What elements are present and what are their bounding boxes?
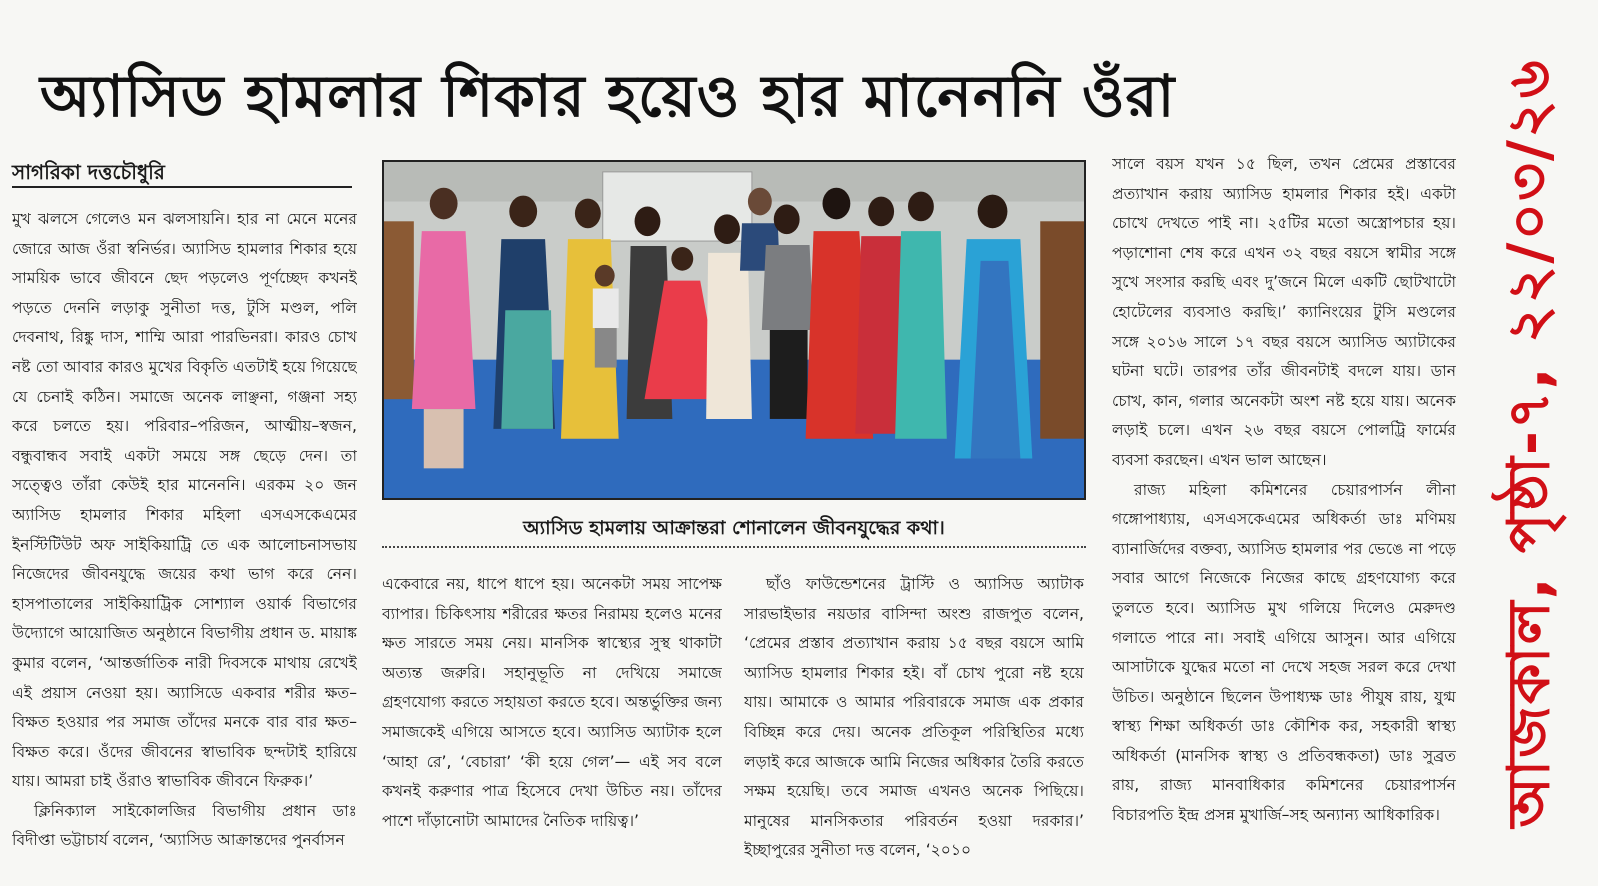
article-column-4	[1112, 150, 1456, 866]
article-column-1	[12, 205, 357, 865]
paragraph: ক্লিনিক্যাল সাইকোলজির বিভাগীয় প্রধান ডাঃ বিদীপ্তা ভট্টাচার্য বলেন, ‘অ্যাসিড আক্রান্তদের পুনর্বাসন	[12, 801, 357, 850]
headline: অ্যাসিড হামলার শিকার হয়েও হার মানেননি ওঁরা	[40, 62, 1176, 130]
paragraph: একেবারে নয়, ধাপে ধাপে হয়। অনেকটা সময় সাপেক্ষ ব্যাপার। চিকিৎসায় শরীরের ক্ষতর নিরাময় হলেও মনের ক্ষত সারতে সময় নেয়। মানসিক স্বাস্থ্যের সুস্থ থাকাটা অত্যন্ত জরুরি। সহানুভূতি না দেখিয়ে সমাজে গ্রহণযোগ্য করতে সহায়তা করতে হবে। অন্তর্ভুক্তির জন্য সমাজকেই এগিয়ে আসতে হবে। অ্যাসিড অ্যাটাক হলে ‘আহা রে’, ‘বেচারা’ ‘কী হয়ে গেল’— এই সব বলে কখনই করুণার পাত্র হিসেবে দেখা উচিত নয়। তাঁদের পাশে দাঁড়ানোটা আমাদের নৈতিক দায়িত্ব।’	[382, 575, 722, 830]
byline: সাগরিকা দত্তচৌধুরি	[12, 158, 352, 188]
event-photo	[382, 160, 1086, 500]
publication-date-label: আজকাল, পৃষ্ঠা-৭, ২২/০৩/২৬	[1494, 58, 1563, 828]
publication-stamp	[1470, 8, 1596, 878]
paragraph: সালে বয়স যখন ১৫ ছিল, তখন প্রেমের প্রস্তাবের প্রত্যাখান করায় অ্যাসিড হামলার শিকার হই। একটা চোখে দেখতে পাই না। ২৫টির মতো অস্ত্রোপচার হয়। পড়াশোনা শেষ করে এখন ৩২ বছর বয়সে স্বামীর সঙ্গে সুখে সংসার করছি এবং দু’জনে মিলে একটি ছোটখাটো হোটেলের ব্যবসাও করছি।’ ক্যানিংয়ের টুসি মণ্ডলের সঙ্গে ২০১৬ সালে ১৭ বছর বয়সে অ্যাসিড অ্যাটাকের ঘটনা ঘটে। তারপর তাঁর জীবনটাই বদলে যায়। ডান চোখ, কান, গলার অনেকটা অংশ নষ্ট হয়ে যায়। অনেক লড়াই চলে। এখন ২৬ বছর বয়সে পোলট্রি ফার্মের ব্যবসা করছেন। এখন ভাল আছেন।	[1112, 155, 1456, 469]
paragraph: রাজ্য মহিলা কমিশনের চেয়ারপার্সন লীনা গঙ্গোপাধ্যায়, এসএসকেএমের অধিকর্তা ডাঃ মণিময় ব্যানার্জিদের বক্তব্য, অ্যাসিড হামলার পর ভেঙে না পড়ে সবার আগে নিজেকে নিজের কাছে গ্রহণযোগ্য করে তুলতে হবে। অ্যাসিড মুখ গলিয়ে দিলেও মেরুদণ্ড গলাতে পারে না। সবাই এগিয়ে আসুন। আর এগিয়ে আসাটাকে যুদ্ধের মতো না দেখে সহজ সরল করে দেখা উচিত। অনুষ্ঠানে ছিলেন উপাধ্যক্ষ ডাঃ পীযুষ রায়, যুগ্ম স্বাস্থ্য শিক্ষা অধিকর্তা ডাঃ কৌশিক কর, সহকারী স্বাস্থ্য অধিকর্তা (মানসিক স্বাস্থ্য ও প্রতিবন্ধকতা) ডাঃ সুব্রত রায়, রাজ্য মানবাধিকার কমিশনের চেয়ারপার্সন বিচারপতি ইন্দ্র প্রসন্ন মুখার্জি–সহ অন্যান্য আধিকারিক।	[1112, 480, 1456, 825]
group-photo-image	[384, 162, 1084, 498]
paragraph: ছাঁও ফাউন্ডেশনের ট্রাস্টি ও অ্যাসিড অ্যাটাক সারভাইভার নয়ডার বাসিন্দা অংশু রাজপুত বলেন, ‘প্রেমের প্রস্তাব প্রত্যাখান করায় ১৫ বছর বয়সে আমি অ্যাসিড হামলার শিকার হই। বাঁ চোখ পুরো নষ্ট হয়ে যায়। আমাকে ও আমার পরিবারকে সমাজ এক প্রকার বিচ্ছিন্ন করে দেয়। অনেক প্রতিকূল পরিস্থিতির মধ্যে লড়াই করে আজকে আমি নিজের অধিকার তৈরি করতে সক্ষম হয়েছি। তবে সমাজ এখনও অনেক পিছিয়ে। মানুষের মানসিকতার পরিবর্তন হওয়া দরকার।’ ইচ্ছাপুরের সুনীতা দত্ত বলেন, ‘২০১০	[744, 575, 1084, 860]
article-column-3	[744, 570, 1084, 866]
paragraph: মুখ ঝলসে গেলেও মন ঝলসায়নি। হার না মেনে মনের জোরে আজ ওঁরা স্বনির্ভর। অ্যাসিড হামলার শিকার হয়ে সাময়িক ভাবে জীবনে ছেদ পড়লেও পূর্ণচ্ছেদ কখনই পড়তে দেননি লড়াকু সুনীতা দত্ত, টুসি মণ্ডল, পলি দেবনাথ, রিঙ্কু দাস, শাম্মি আরা পারভিনরা। কারও চোখ নষ্ট তো আবার কারও মুখের বিকৃতি এতটাই হয়ে গিয়েছে যে চেনাই কঠিন। সমাজে অনেক লাঞ্ছনা, গঞ্জনা সহ্য করে চলতে হয়। পরিবার–পরিজন, আত্মীয়–স্বজন, বন্ধুবান্ধব সবাই একটা সময়ে সঙ্গ ছেড়ে দেন। তা সত্ত্বেও তাঁরা কেউই হার মানেননি। এরকম ২০ জন অ্যাসিড হামলার শিকার মহিলা এসএসকেএমের ইনস্টিটিউট অফ সাইকিয়াট্রি তে এক আলোচনাসভায় নিজেদের জীবনযুদ্ধে জয়ের কথা ভাগ করে নেন। হাসপাতালের সাইকিয়াট্রিক সোশ্যাল ওয়ার্ক বিভাগের উদ্যোগে আয়োজিত অনুষ্ঠানে বিভাগীয় প্রধান ড. মায়াঙ্ক কুমার বলেন, ‘আন্তর্জাতিক নারী দিবসকে মাথায় রেখেই এই প্রয়াস নেওয়া হয়। অ্যাসিডে একবার শরীর ক্ষত–বিক্ষত হওয়ার পর সমাজ তাঁদের মনকে বার বার ক্ষত–বিক্ষত করে। ওঁদের জীবনের স্বাভাবিক ছন্দটাই হারিয়ে যায়। আমরা চাই ওঁরাও স্বাভাবিক জীবনে ফিরুক।’	[12, 210, 357, 791]
article-column-2	[382, 570, 722, 866]
photo-caption: অ্যাসিড হামলায় আক্রান্তরা শোনালেন জীবনযুদ্ধের কথা।	[382, 510, 1086, 548]
